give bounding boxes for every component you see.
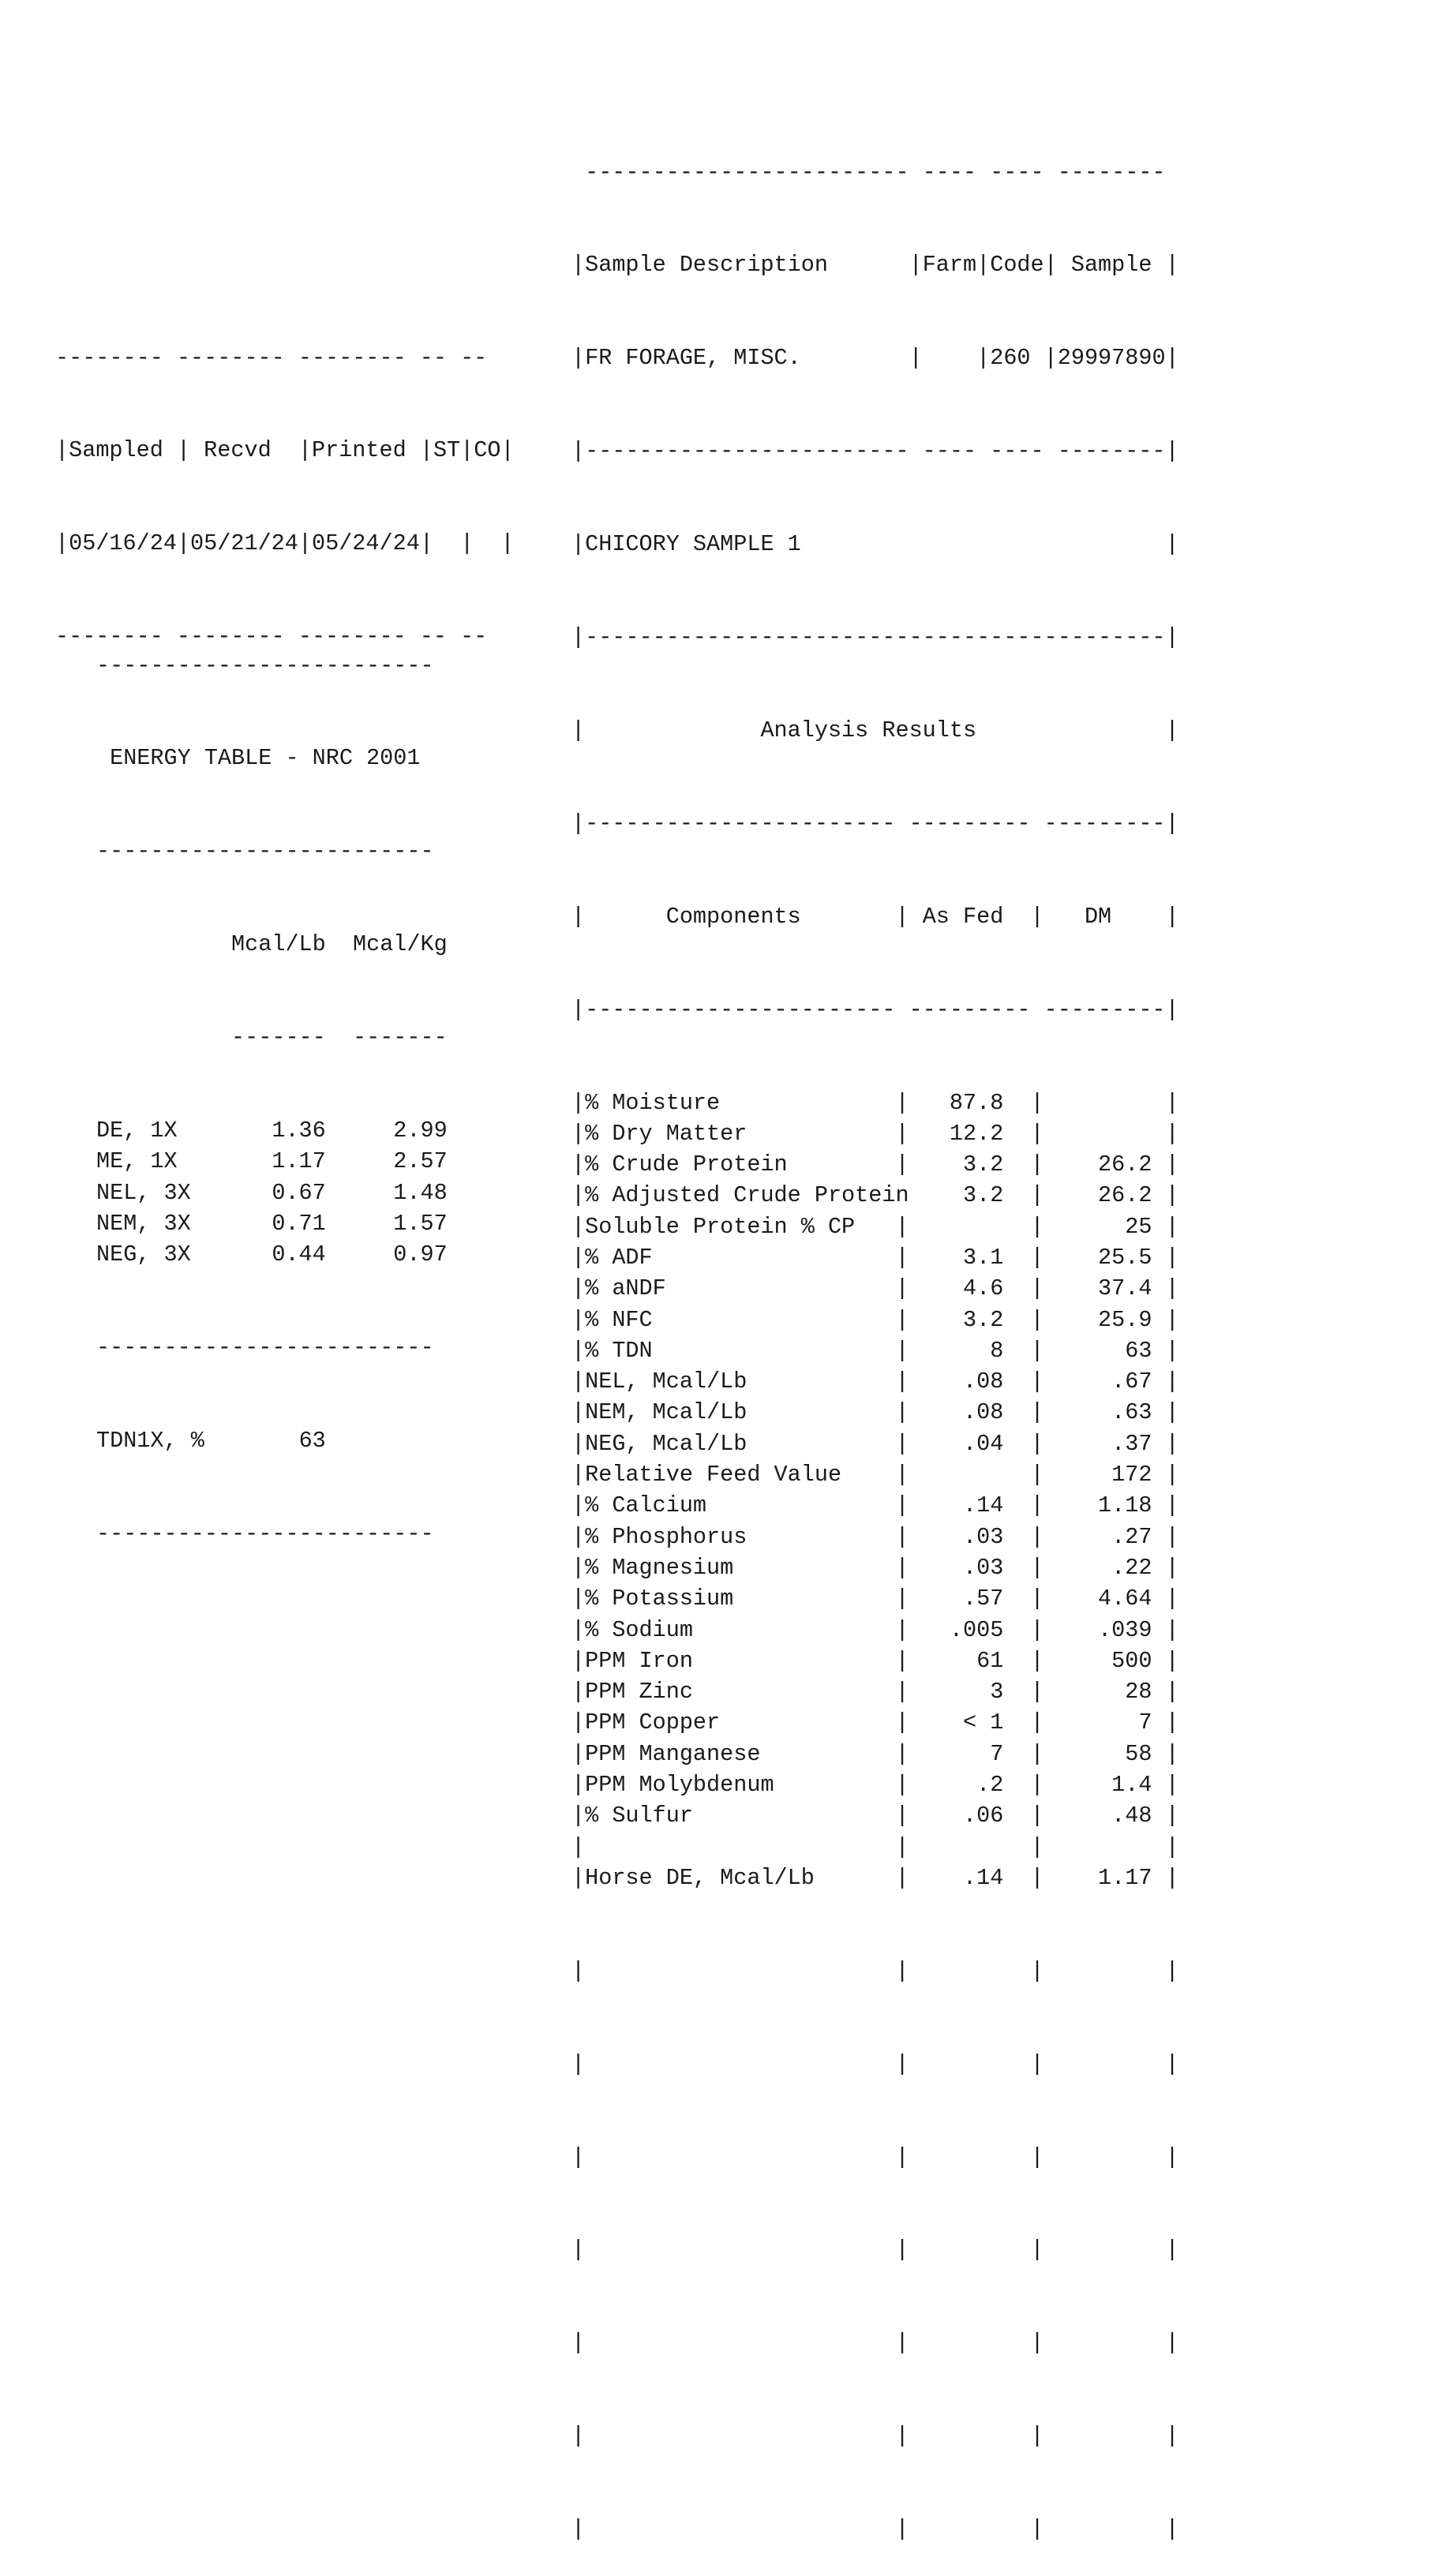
sample-value-row: |FR FORAGE, MISC. | |260 |29997890|: [571, 345, 1179, 372]
analysis-report: ------------------------ ---- ---- -------- |Sample Description |Farm|Code| Sample | |FR FORAGE, MISC. | |260 |29997890| |------------------------ ---- ---- --------| |CHICORY SAMPLE 1 | |-------------------------------------------| | Analysis Results | |----------------------- --------- ---------| | Components | As Fed | DM | |----------------------- --------- ---------| |% Moisture | 87.8 | | |% Dry Matter | 12.2 | | |% Crude Protein | 3.2 | 26.2 | |% Adjusted Crude Protein 3.2 | 26.2 | |Soluble Protein % CP | | 25 | |% ADF | 3.1 | 25.5 | |% aNDF | 4.6 | 37.4 | |% NFC | 3.2 | 25.9 | |% TDN | 8 | 63 | |NEL, Mcal/Lb | .08 | .67 | |NEM, Mcal/Lb | .08 | .63 | |NEG, Mcal/Lb | .04 | .37 | |Relative Feed Value | | 172 | |% Calcium | .14 | 1.18 | |% Phosphorus | .03 | .27 | |% Magnesium | .03 | .22 | |% Potassium | .57 | 4.64 | |% Sodium | .005 | .039 | |PPM Iron | 61 | 500 | |PPM Zinc | 3 | 28 | |PPM Copper | < 1 | 7 | |PPM Manganese | 7 | 58 | |PPM Molybdenum | .2 | 1.4 | |% Sulfur | .06 | .48 | | | | | |Horse DE, Mcal/Lb | .14 | 1.17 | | | | | | | | | | | | | | | | | | | | | | | | | | | | |: [571, 95, 1179, 2576]
farm-header: Farm: [922, 252, 977, 279]
as-fed-value: [909, 1462, 1031, 1488]
energy-rule: -------------------------: [96, 1520, 434, 1547]
recvd-date: 05/21/24: [190, 530, 298, 557]
component-label: PPM Manganese: [585, 1740, 896, 1767]
code-header: Code: [990, 252, 1044, 279]
dm-value: 26.2: [1043, 1182, 1166, 1209]
dm-value: 1.4: [1043, 1772, 1166, 1799]
dm-value: .67: [1043, 1368, 1166, 1395]
printed-date: 05/24/24: [311, 530, 420, 557]
sample-name-row: |CHICORY SAMPLE 1 |: [571, 531, 1179, 558]
analysis-row: |Relative Feed Value | | 172 |: [571, 1462, 1179, 1488]
tdn-row: [96, 1425, 448, 1456]
analysis-row: |Horse DE, Mcal/Lb | .14 | 1.17 |: [571, 1864, 1179, 1891]
as-fed-value: .08: [909, 1399, 1031, 1426]
analysis-row: |% Sulfur | .06 | .48 |: [571, 1803, 1179, 1829]
mcal-kg-value: 2.57: [366, 1148, 448, 1175]
dm-value: 25: [1043, 1213, 1166, 1240]
component-label: NEM, Mcal/Lb: [585, 1399, 896, 1426]
component-label: % Sulfur: [585, 1803, 896, 1829]
component-label: % Magnesium: [585, 1554, 896, 1581]
dm-header: DM: [1043, 903, 1166, 930]
dm-value: .22: [1043, 1554, 1166, 1581]
energy-row: [96, 1239, 448, 1270]
analysis-row: |PPM Copper | < 1 | 7 |: [571, 1709, 1179, 1736]
dm-value: .37: [1043, 1430, 1166, 1457]
component-label: % TDN: [585, 1337, 896, 1364]
component-label: PPM Zinc: [585, 1679, 896, 1705]
analysis-row: |% Dry Matter | 12.2 | |: [571, 1120, 1179, 1147]
analysis-row: |% Sodium | .005 | .039 |: [571, 1616, 1179, 1643]
dm-value: 37.4: [1043, 1275, 1166, 1302]
as-fed-value: 3.2: [909, 1151, 1031, 1178]
sample-header: Sample: [1057, 252, 1166, 279]
mcal-kg-value: 2.99: [366, 1118, 448, 1144]
dm-value: .039: [1043, 1616, 1166, 1643]
co-header: CO: [474, 437, 501, 464]
dm-value: [1044, 1090, 1166, 1116]
sample-name: CHICORY SAMPLE 1: [585, 531, 1166, 558]
as-fed-value: 3.2: [909, 1306, 1031, 1333]
sample-number: 29997890: [1057, 345, 1166, 372]
analysis-row: |% Adjusted Crude Protein 3.2 | 26.2 |: [571, 1182, 1179, 1209]
energy-table: [96, 588, 448, 1581]
dm-value: 25.5: [1043, 1244, 1166, 1271]
analysis-row: |% TDN | 8 | 63 |: [571, 1337, 1179, 1364]
sample-description-header: Sample Description: [585, 252, 909, 279]
dates-header-row: |Sampled | Recvd |Printed |ST|CO|: [55, 437, 515, 464]
analysis-row: |PPM Manganese | 7 | 58 |: [571, 1740, 1179, 1767]
analysis-row: |% NFC | 3.2 | 25.9 |: [571, 1306, 1179, 1333]
dm-value: 1.18: [1043, 1492, 1166, 1519]
dm-value: .27: [1043, 1523, 1166, 1550]
energy-label: ME, 1X: [96, 1148, 245, 1175]
as-fed-value: .08: [909, 1368, 1031, 1395]
analysis-row: |% ADF | 3.1 | 25.5 |: [571, 1244, 1179, 1271]
component-label: PPM Iron: [585, 1647, 896, 1674]
as-fed-value: .005: [909, 1616, 1031, 1643]
component-label: [585, 1834, 895, 1860]
analysis-row: |% Magnesium | .03 | .22 |: [571, 1554, 1179, 1581]
dm-value: 7: [1043, 1709, 1166, 1736]
sample-header-row: |Sample Description |Farm|Code| Sample |: [571, 252, 1179, 279]
dm-value: [1044, 1121, 1166, 1147]
component-label: % Dry Matter: [585, 1120, 896, 1147]
as-fed-value: .03: [909, 1523, 1031, 1550]
as-fed-value: .2: [909, 1772, 1031, 1799]
mcal-lb-header: Mcal/Lb: [231, 931, 326, 958]
component-label: % Calcium: [585, 1492, 896, 1519]
tdn-label: TDN1X, %: [96, 1428, 204, 1455]
energy-rule: -------------------------: [96, 652, 434, 679]
energy-table-title: ENERGY TABLE - NRC 2001: [110, 745, 421, 772]
analysis-row: |NEL, Mcal/Lb | .08 | .67 |: [571, 1368, 1179, 1395]
recvd-header: Recvd: [204, 437, 272, 464]
dm-value: 28: [1043, 1679, 1166, 1705]
as-fed-value: [909, 1834, 1031, 1860]
analysis-row: | | | |: [571, 1833, 1179, 1860]
as-fed-value: .06: [909, 1803, 1031, 1829]
mcal-lb-value: 0.44: [245, 1241, 326, 1268]
as-fed-value: 3.2: [909, 1182, 1031, 1209]
analysis-title: Analysis Results: [585, 717, 1166, 743]
analysis-row: |Soluble Protein % CP | | 25 |: [571, 1213, 1179, 1240]
as-fed-value: 61: [909, 1647, 1031, 1674]
as-fed-value: .03: [909, 1554, 1031, 1581]
analysis-row: |% aNDF | 4.6 | 37.4 |: [571, 1275, 1179, 1302]
component-label: % Moisture: [585, 1089, 896, 1116]
dm-value: 25.9: [1043, 1306, 1166, 1333]
mcal-lb-value: 0.71: [245, 1210, 326, 1237]
component-label: Soluble Protein % CP: [585, 1213, 896, 1240]
component-label: Relative Feed Value: [585, 1462, 896, 1488]
dates-value-row: |05/16/24|05/21/24|05/24/24| | |: [55, 530, 515, 557]
analysis-row: |NEG, Mcal/Lb | .04 | .37 |: [571, 1430, 1179, 1457]
component-label: % Potassium: [585, 1586, 896, 1612]
mcal-kg-value: 1.57: [366, 1210, 448, 1237]
dm-value: 26.2: [1043, 1151, 1166, 1178]
dm-value: 500: [1043, 1647, 1166, 1674]
analysis-rows: [571, 1088, 1179, 1894]
printed-header: Printed: [311, 437, 407, 464]
as-fed-value: .57: [909, 1586, 1031, 1612]
energy-rows: [96, 1115, 448, 1270]
sample-description: FR FORAGE, MISC.: [585, 345, 909, 372]
as-fed-value: 3.1: [909, 1244, 1031, 1271]
mcal-lb-value: 1.17: [245, 1148, 326, 1175]
report-rule-top: ------------------------ ---- ---- --------: [571, 159, 1166, 185]
report-rule: |-------------------------------------------|: [571, 624, 1179, 651]
tdn-value: 63: [298, 1428, 326, 1455]
mcal-lb-value: 1.36: [245, 1118, 326, 1144]
component-label: % ADF: [585, 1244, 896, 1271]
as-fed-value: .04: [909, 1430, 1031, 1457]
component-label: % Adjusted Crude Protein: [585, 1182, 909, 1209]
sampled-header: Sampled: [69, 437, 163, 464]
dm-value: 58: [1043, 1740, 1166, 1767]
analysis-row: |% Potassium | .57 | 4.64 |: [571, 1586, 1179, 1612]
analysis-row: |% Phosphorus | .03 | .27 |: [571, 1523, 1179, 1550]
report-rule: |----------------------- --------- ---------|: [571, 996, 1179, 1023]
analysis-row: |PPM Zinc | 3 | 28 |: [571, 1679, 1179, 1705]
as-fed-value: 12.2: [909, 1120, 1031, 1147]
as-fed-value: .14: [909, 1864, 1031, 1891]
energy-label: DE, 1X: [96, 1118, 245, 1144]
analysis-row: |% Calcium | .14 | 1.18 |: [571, 1492, 1179, 1519]
as-fed-value: 4.6: [909, 1275, 1031, 1302]
component-label: NEG, Mcal/Lb: [585, 1430, 896, 1457]
mcal-kg-value: 1.48: [366, 1179, 448, 1206]
component-label: PPM Copper: [585, 1709, 896, 1736]
dates-rule-bottom: -------- -------- -------- -- --: [55, 623, 488, 650]
component-label: % Sodium: [585, 1616, 896, 1643]
energy-row: [96, 1146, 448, 1177]
dm-value: [1044, 1834, 1166, 1860]
analysis-row: |PPM Molybdenum | .2 | 1.4 |: [571, 1772, 1179, 1799]
components-header-row: | Components | As Fed | DM |: [571, 903, 1179, 930]
dm-value: 172: [1043, 1462, 1166, 1488]
component-label: NEL, Mcal/Lb: [585, 1368, 896, 1395]
energy-rule: -------------------------: [96, 838, 434, 865]
analysis-row: |NEM, Mcal/Lb | .08 | .63 |: [571, 1399, 1179, 1426]
sampled-date: 05/16/24: [69, 530, 177, 557]
st-header: ST: [433, 437, 461, 464]
analysis-row: |PPM Iron | 61 | 500 |: [571, 1647, 1179, 1674]
component-label: % aNDF: [585, 1275, 896, 1302]
code-value: 260: [990, 345, 1044, 372]
dm-value: .63: [1043, 1399, 1166, 1426]
energy-label: NEG, 3X: [96, 1241, 245, 1268]
component-label: % NFC: [585, 1306, 896, 1333]
dm-value: 4.64: [1043, 1586, 1166, 1612]
as-fed-value: 87.8: [909, 1089, 1031, 1116]
as-fed-value: < 1: [909, 1709, 1031, 1736]
report-rule: |------------------------ ---- ---- --------|: [571, 438, 1179, 465]
farm-value: [923, 345, 976, 371]
component-label: Horse DE, Mcal/Lb: [585, 1864, 896, 1891]
as-fed-value: 3: [909, 1679, 1031, 1705]
analysis-title-row: | Analysis Results |: [571, 717, 1179, 743]
energy-label: NEM, 3X: [96, 1210, 245, 1237]
component-label: % Phosphorus: [585, 1523, 896, 1550]
report-rule: |----------------------- --------- ---------|: [571, 810, 1179, 837]
energy-rule: -------------------------: [96, 1335, 434, 1361]
mcal-lb-value: 0.67: [245, 1179, 326, 1206]
dates-rule-top: -------- -------- -------- -- --: [55, 344, 488, 371]
dm-value: 63: [1043, 1337, 1166, 1364]
as-fed-value: 8: [909, 1337, 1031, 1364]
dm-value: 1.17: [1043, 1864, 1166, 1891]
component-label: PPM Molybdenum: [585, 1772, 896, 1799]
energy-row: [96, 1208, 448, 1239]
as-fed-value: [909, 1214, 1031, 1240]
dm-value: .48: [1043, 1803, 1166, 1829]
as-fed-value: .14: [909, 1492, 1031, 1519]
mcal-kg-header: Mcal/Kg: [352, 931, 448, 958]
mcal-kg-value: 0.97: [366, 1241, 448, 1268]
analysis-row: |% Crude Protein | 3.2 | 26.2 |: [571, 1151, 1179, 1178]
as-fed-header: As Fed: [909, 903, 1031, 930]
energy-col-rule: ------- -------: [231, 1024, 448, 1051]
energy-col-headers: [96, 929, 448, 960]
energy-row: [96, 1178, 448, 1208]
energy-label: NEL, 3X: [96, 1179, 245, 1206]
analysis-row: |% Moisture | 87.8 | |: [571, 1089, 1179, 1116]
as-fed-value: 7: [909, 1740, 1031, 1767]
energy-row: [96, 1115, 448, 1146]
components-header: Components: [585, 903, 896, 930]
component-label: % Crude Protein: [585, 1151, 896, 1178]
